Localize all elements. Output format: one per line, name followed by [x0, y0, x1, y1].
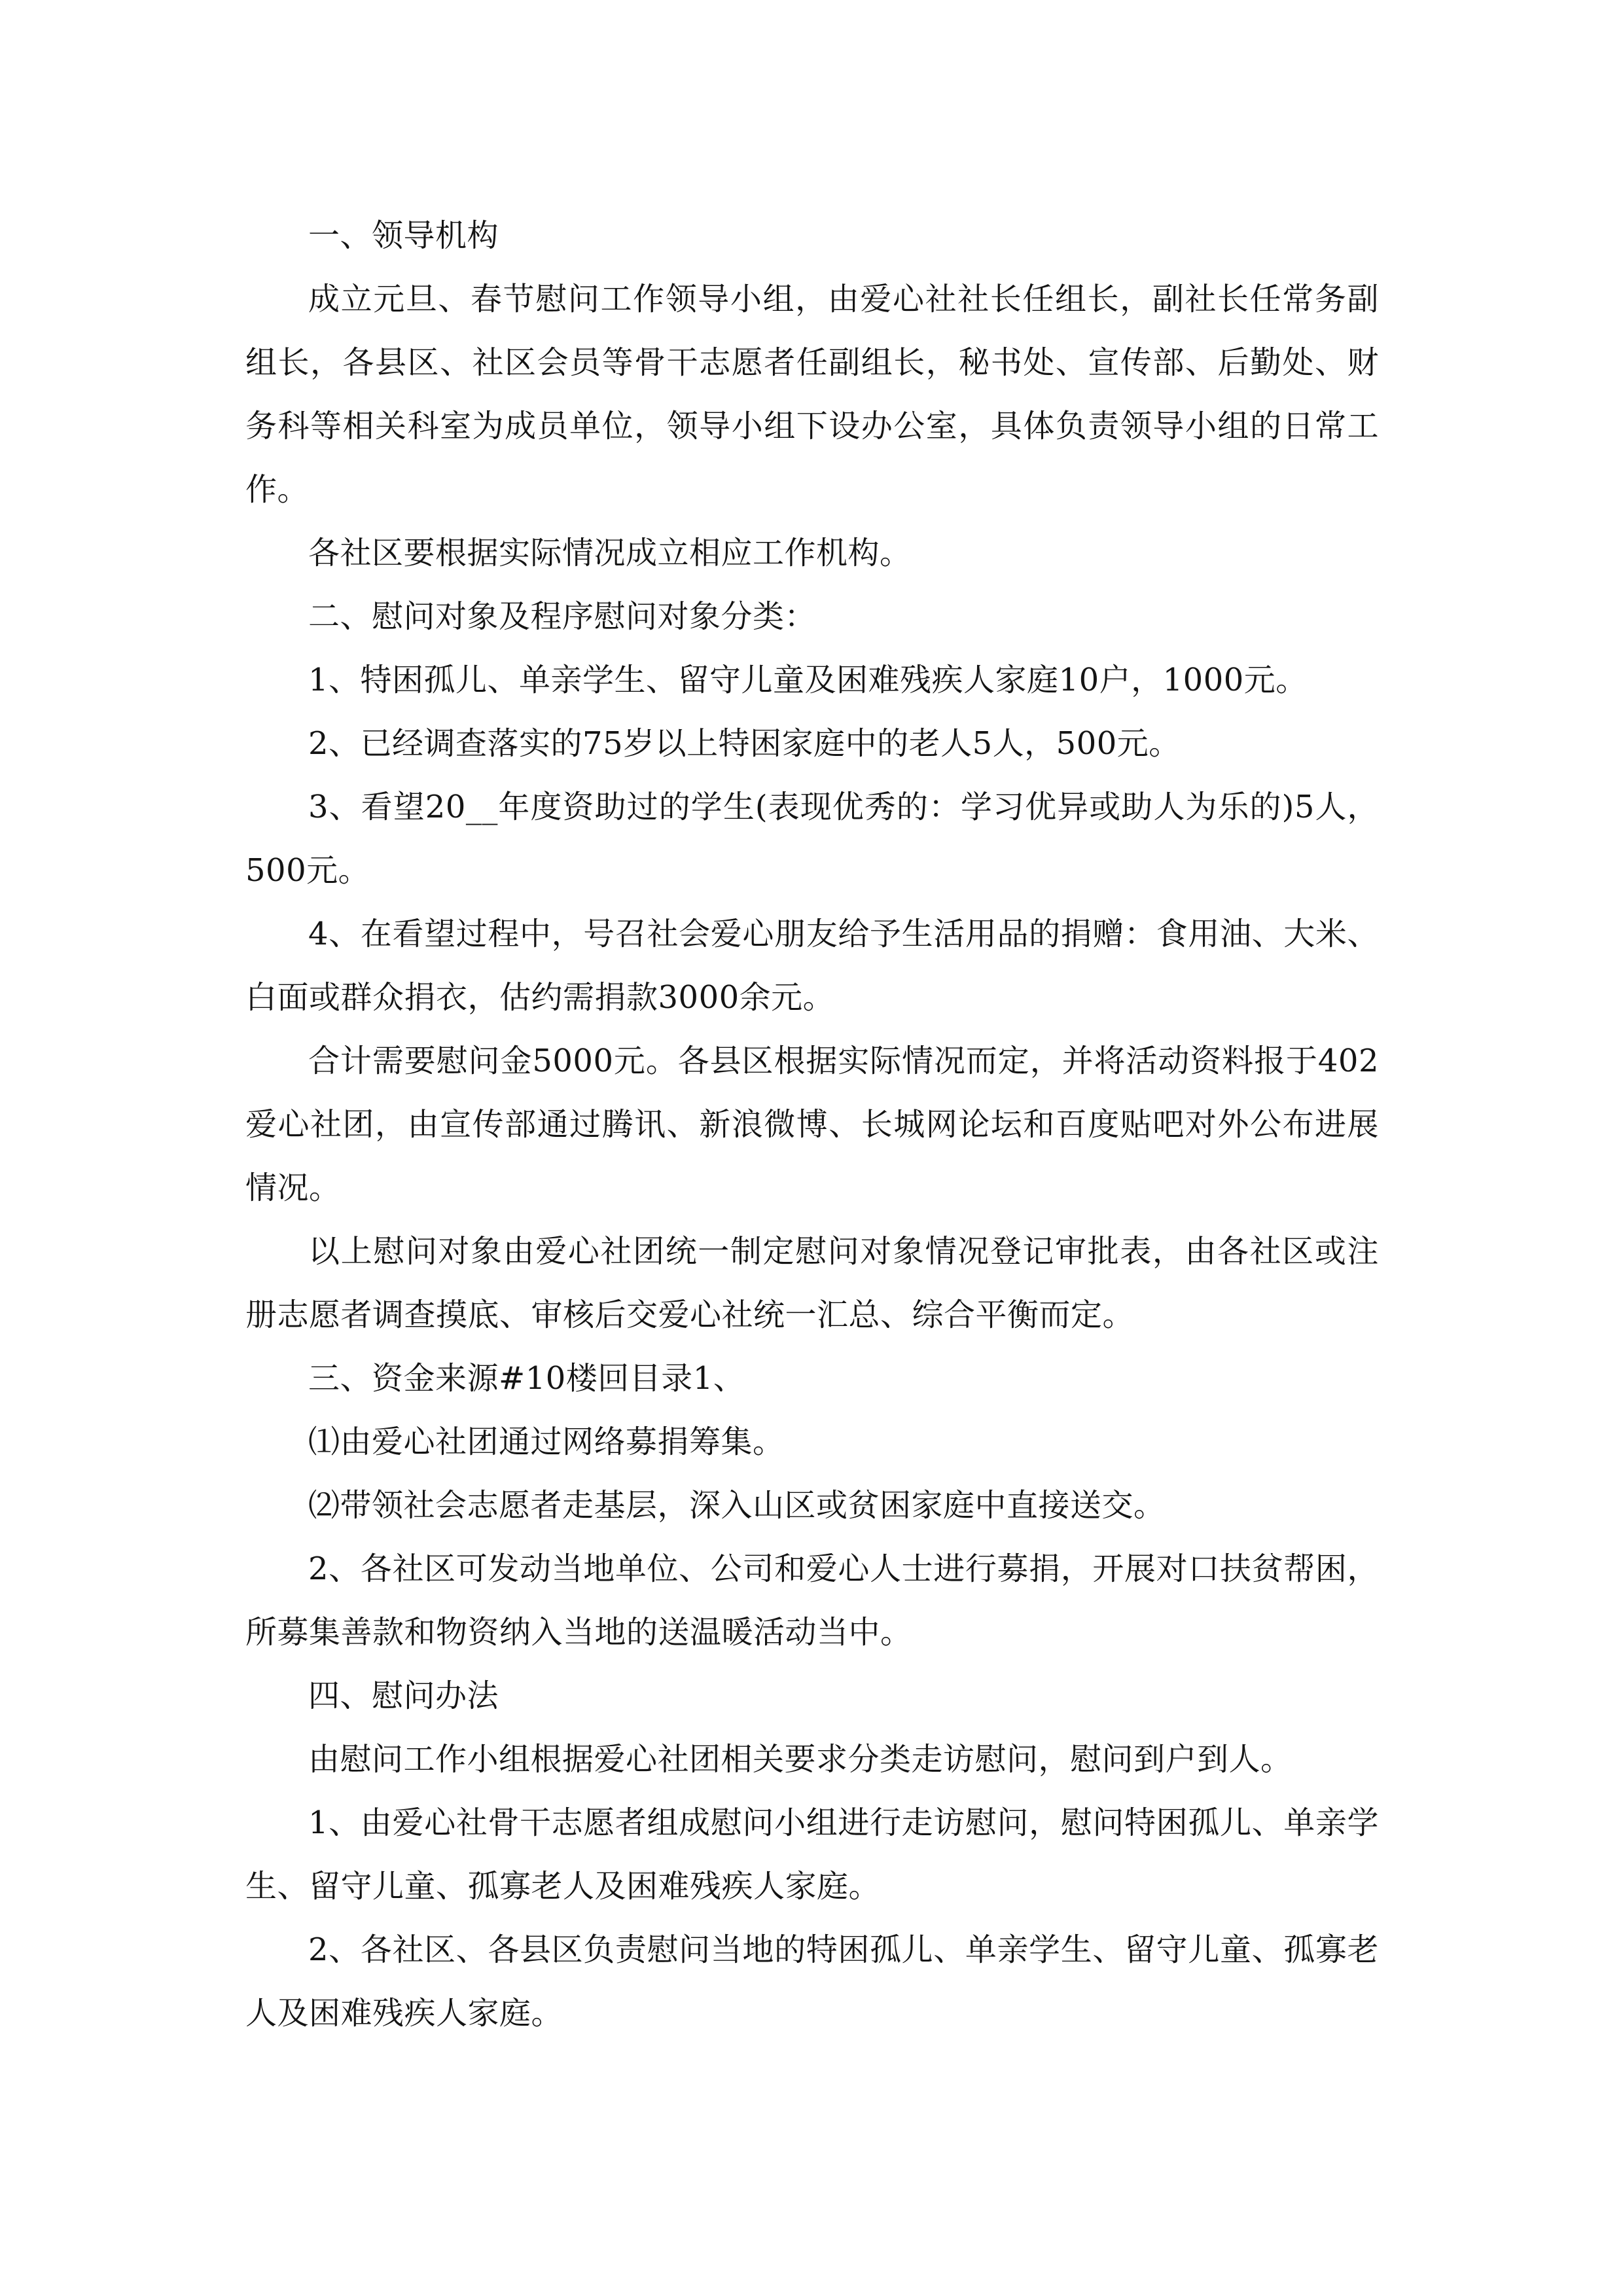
list-item-donations: 4、在看望过程中，号召社会爱心朋友给予生活用品的捐赠：食用油、大米、白面或群众捐衣，估约需捐款3000余元。: [245, 916, 1379, 1016]
list-item-local-visits: 2、各社区、各县区负责慰问当地的特困孤儿、单亲学生、留守儿童、孤寡老人及困难残疾人家庭。: [245, 1931, 1379, 2032]
heading-leadership: 一、领导机构: [308, 217, 499, 254]
heading-recipients: 二、慰问对象及程序慰问对象分类：: [308, 598, 817, 635]
heading-funding: 三、资金来源#10楼回目录1、: [308, 1360, 745, 1397]
list-item-volunteer-visits: 1、由爱心社骨干志愿者组成慰问小组进行走访慰问，慰问特困孤儿、单亲学生、留守儿童、孤寡老人及困难残疾人家庭。: [245, 1804, 1379, 1905]
document-body: [245, 204, 1379, 2045]
heading-methods: 四、慰问办法: [308, 1677, 499, 1714]
paragraph-methods-intro: 由慰问工作小组根据爱心社团相关要求分类走访慰问，慰问到户到人。: [308, 1741, 1293, 1778]
paragraph-leadership-group: 成立元旦、春节慰问工作领导小组，由爱心社社长任组长，副社长任常务副组长，各县区、社区会员等骨干志愿者任副组长，秘书处、宣传部、后勤处、财务科等相关科室为成员单位，领导小组下设办公室，具体负责领导小组的日常工作。: [245, 281, 1379, 508]
list-item-online-fundraising: ⑴由爱心社团通过网络募捐筹集。: [308, 1424, 785, 1460]
list-item-orphans: 1、特困孤儿、单亲学生、留守儿童及困难残疾人家庭10户，1000元。: [308, 662, 1308, 698]
list-item-elderly: 2、已经调查落实的75岁以上特困家庭中的老人5人，500元。: [308, 725, 1181, 762]
paragraph-community-agencies: 各社区要根据实际情况成立相应工作机构。: [308, 535, 912, 571]
list-item-volunteer-delivery: ⑵带领社会志愿者走基层，深入山区或贫困家庭中直接送交。: [308, 1487, 1166, 1524]
list-item-community-fundraising: 2、各社区可发动当地单位、公司和爱心人士进行募捐，开展对口扶贫帮困，所募集善款和物资纳入当地的送温暖活动当中。: [245, 1551, 1379, 1651]
paragraph-total: 合计需要慰问金5000元。各县区根据实际情况而定，并将活动资料报于402爱心社团，由宣传部通过腾讯、新浪微博、长城网论坛和百度贴吧对外公布进展情况。: [245, 1043, 1379, 1206]
paragraph-approval: 以上慰问对象由爱心社团统一制定慰问对象情况登记审批表，由各社区或注册志愿者调查摸底、审核后交爱心社统一汇总、综合平衡而定。: [245, 1233, 1379, 1333]
list-item-students: 3、看望20__年度资助过的学生(表现优秀的：学习优异或助人为乐的)5人，500元。: [245, 789, 1379, 889]
